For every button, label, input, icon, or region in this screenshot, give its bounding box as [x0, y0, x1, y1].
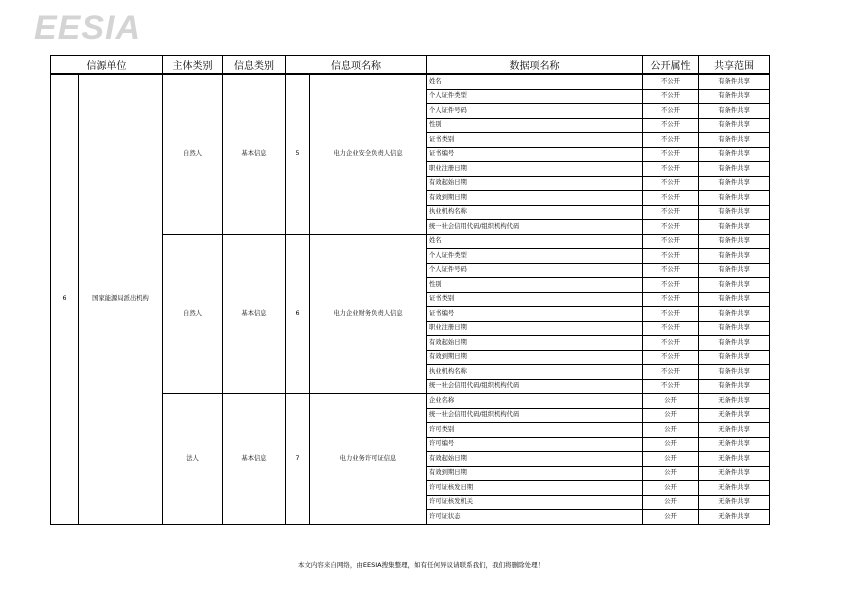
footer-disclaimer: 本文内容来自网络，由EESIA搜集整理，如有任何异议请联系我们，我们将删除处理！: [297, 561, 545, 569]
share-scope: 无条件共享: [699, 452, 770, 467]
share-scope: 有条件共享: [699, 379, 770, 394]
data-item-name: 个人证件号码: [427, 263, 643, 278]
header-info-type: 信息类别: [223, 56, 286, 75]
data-item-name: 执业机构名称: [427, 365, 643, 380]
share-scope: 有条件共享: [699, 220, 770, 235]
data-item-name: 许可证核发机关: [427, 495, 643, 510]
data-item-name: 许可类别: [427, 423, 643, 438]
header-info-item-name: 信息项名称: [286, 56, 427, 75]
info-item-number: 7: [286, 394, 310, 525]
data-item-name: 有效起始日期: [427, 176, 643, 191]
share-scope: 有条件共享: [699, 263, 770, 278]
public-attribute: 不公开: [643, 321, 699, 336]
public-attribute: 不公开: [643, 307, 699, 322]
header-data-item-name: 数据项名称: [427, 56, 643, 75]
data-item-name: 证书类别: [427, 292, 643, 307]
share-scope: 无条件共享: [699, 408, 770, 423]
public-attribute: 不公开: [643, 176, 699, 191]
info-type: 基本信息: [223, 74, 286, 234]
public-attribute: 公开: [643, 495, 699, 510]
share-scope: 有条件共享: [699, 307, 770, 322]
data-item-name: 姓名: [427, 74, 643, 89]
share-scope: 有条件共享: [699, 321, 770, 336]
header-share-scope: 共享范围: [699, 56, 770, 75]
data-item-name: 有效起始日期: [427, 336, 643, 351]
public-attribute: 不公开: [643, 205, 699, 220]
public-attribute: 不公开: [643, 278, 699, 293]
public-attribute: 不公开: [643, 379, 699, 394]
share-scope: 有条件共享: [699, 350, 770, 365]
share-scope: 有条件共享: [699, 365, 770, 380]
public-attribute: 不公开: [643, 234, 699, 249]
share-scope: 无条件共享: [699, 466, 770, 481]
public-attribute: 公开: [643, 510, 699, 525]
subject-type: 自然人: [163, 74, 223, 234]
subject-type: 法人: [163, 394, 223, 525]
public-attribute: 不公开: [643, 350, 699, 365]
data-item-name: 个人证件类型: [427, 249, 643, 264]
share-scope: 有条件共享: [699, 336, 770, 351]
data-item-name: 有效到期日期: [427, 350, 643, 365]
header-source-unit: 信源单位: [51, 56, 163, 75]
public-attribute: 不公开: [643, 191, 699, 206]
share-scope: 有条件共享: [699, 278, 770, 293]
table-row: [51, 74, 770, 89]
eesia-logo: EESIA: [34, 9, 142, 47]
share-scope: 有条件共享: [699, 74, 770, 89]
public-attribute: 公开: [643, 423, 699, 438]
data-item-name: 个人证件类型: [427, 89, 643, 104]
share-scope: 有条件共享: [699, 176, 770, 191]
share-scope: 有条件共享: [699, 162, 770, 177]
data-item-name: 性别: [427, 278, 643, 293]
data-item-name: 个人证件号码: [427, 104, 643, 119]
data-item-name: 性别: [427, 118, 643, 133]
info-item-name: 电力业务许可证信息: [310, 394, 427, 525]
data-item-name: 企业名称: [427, 394, 643, 409]
data-item-name: 许可证状态: [427, 510, 643, 525]
share-scope: 无条件共享: [699, 481, 770, 496]
info-type: 基本信息: [223, 394, 286, 525]
data-item-name: 统一社会信用代码/组织机构代码: [427, 220, 643, 235]
public-attribute: 不公开: [643, 89, 699, 104]
info-item-name: 电力企业安全负责人信息: [310, 74, 427, 234]
data-item-name: 许可证核发日期: [427, 481, 643, 496]
data-item-name: 职业注册日期: [427, 162, 643, 177]
subject-type: 自然人: [163, 234, 223, 394]
data-item-name: 统一社会信用代码/组织机构代码: [427, 408, 643, 423]
info-item-number: 5: [286, 74, 310, 234]
public-attribute: 不公开: [643, 336, 699, 351]
public-attribute: 不公开: [643, 292, 699, 307]
public-attribute: 公开: [643, 394, 699, 409]
public-attribute: 公开: [643, 466, 699, 481]
public-attribute: 不公开: [643, 74, 699, 89]
data-item-name: 证书编号: [427, 307, 643, 322]
data-item-name: 执业机构名称: [427, 205, 643, 220]
public-attribute: 公开: [643, 437, 699, 452]
share-scope: 无条件共享: [699, 495, 770, 510]
share-scope: 有条件共享: [699, 292, 770, 307]
header-row: [51, 56, 770, 75]
public-attribute: 不公开: [643, 220, 699, 235]
data-item-name: 姓名: [427, 234, 643, 249]
share-scope: 有条件共享: [699, 104, 770, 119]
share-scope: 无条件共享: [699, 423, 770, 438]
source-unit: 国家能源局派出机构: [79, 74, 163, 524]
share-scope: 无条件共享: [699, 437, 770, 452]
share-scope: 有条件共享: [699, 133, 770, 148]
share-scope: 有条件共享: [699, 118, 770, 133]
data-item-name: 许可编号: [427, 437, 643, 452]
data-item-name: 有效到期日期: [427, 466, 643, 481]
row-seq-number: 6: [51, 74, 79, 524]
share-scope: 无条件共享: [699, 394, 770, 409]
data-item-name: 职业注册日期: [427, 321, 643, 336]
public-attribute: 不公开: [643, 263, 699, 278]
share-scope: 有条件共享: [699, 205, 770, 220]
share-scope: 有条件共享: [699, 191, 770, 206]
public-attribute: 公开: [643, 408, 699, 423]
header-subject-type: 主体类别: [163, 56, 223, 75]
public-attribute: 不公开: [643, 249, 699, 264]
public-attribute: 不公开: [643, 118, 699, 133]
share-scope: 无条件共享: [699, 510, 770, 525]
data-item-name: 证书类别: [427, 133, 643, 148]
public-attribute: 不公开: [643, 365, 699, 380]
table-body: [51, 74, 770, 524]
public-attribute: 公开: [643, 452, 699, 467]
info-item-name: 电力企业财务负责人信息: [310, 234, 427, 394]
share-scope: 有条件共享: [699, 234, 770, 249]
share-scope: 有条件共享: [699, 147, 770, 162]
public-attribute: 不公开: [643, 133, 699, 148]
data-item-name: 统一社会信用代码/组织机构代码: [427, 379, 643, 394]
public-attribute: 不公开: [643, 162, 699, 177]
public-attribute: 不公开: [643, 104, 699, 119]
data-item-name: 有效到期日期: [427, 191, 643, 206]
public-attribute: 公开: [643, 481, 699, 496]
info-item-number: 6: [286, 234, 310, 394]
data-item-name: 证书编号: [427, 147, 643, 162]
public-attribute: 不公开: [643, 147, 699, 162]
data-item-name: 有效起始日期: [427, 452, 643, 467]
data-catalog-table: [50, 55, 770, 525]
share-scope: 有条件共享: [699, 89, 770, 104]
header-public-attribute: 公开属性: [643, 56, 699, 75]
share-scope: 有条件共享: [699, 249, 770, 264]
info-type: 基本信息: [223, 234, 286, 394]
